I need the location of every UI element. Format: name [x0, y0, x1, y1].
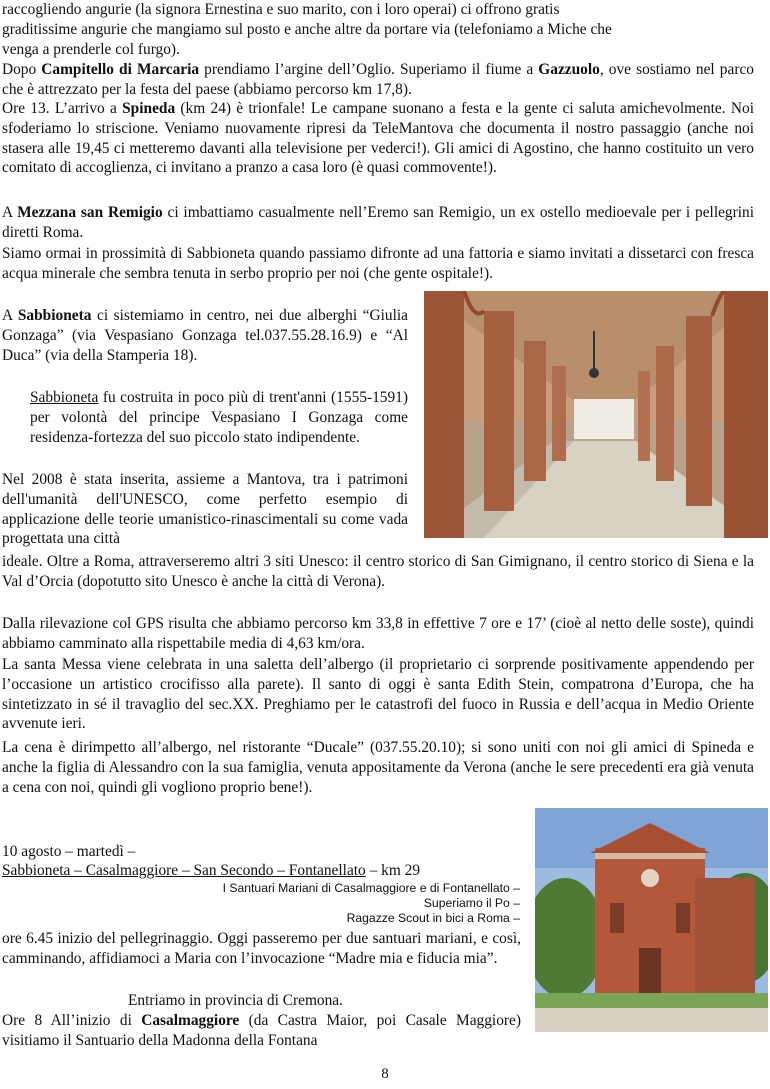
paragraph-ore8 — [2, 1011, 521, 1051]
paragraph-mezzana — [2, 203, 754, 243]
intro-line-1: raccogliendo angurie (la signora Ernestina e suo marito, con i loro operai) ci offrono gratis — [2, 1, 560, 18]
text-run: fu costruita in poco più di trent'anni (1555-1591) per volontà del principe Vespasiano I Gonzaga come residenza-fortezza del suo piccolo stato indipendente. — [30, 389, 408, 446]
sabbioneta-link-text: Sabbioneta — [30, 389, 99, 406]
day-subtitle-1: I Santuari Mariani di Casalmaggiore e di Fontanellato – — [222, 881, 520, 895]
day-route — [2, 861, 522, 881]
paragraph-siamo: Siamo ormai in prossimità di Sabbioneta quando passiamo difronte ad una fattoria e siamo invitati a dissetarci con fresca acqua minerale che sembra tenuta in serbo proprio per noi (che gente ospitale!). — [2, 245, 754, 282]
text-run: A — [2, 307, 18, 324]
text-run: (km 24) è trionfale! Le campane suonano a festa e la gente ci saluta amichevolmente. Noi sfoderiamo lo striscione. Veniamo nuovamente ripresi da TeleMantova che documenta il nostro passaggio (anche noi stasera alle 19,45 ci metteremo davanti alla televisione per vederci!). Gli amici di Agostino, che hanno costituito un vero comitato di accoglienza, ci invitano a pranzo a casa loro (è quasi commovente!). — [2, 100, 754, 177]
day-subtitle-2: Superiamo il Po – — [423, 896, 520, 910]
paragraph-unesco: Nel 2008 è stata inserita, assieme a Mantova, tra i patrimoni dell'umanità dell'UNESCO, come perfetto esempio di applicazione delle teorie umanistico-rinascimentali su come vada progettata una città — [2, 471, 408, 548]
place-casalmaggiore: Casalmaggiore — [141, 1012, 240, 1029]
paragraph-ore13 — [2, 99, 754, 178]
intro-line-2: graditissime angurie che mangiamo sul posto e anche altre da portare via (telefoniamo a Miche che — [2, 20, 612, 38]
place-mezzana: Mezzana san Remigio — [17, 204, 163, 221]
portico-photo — [424, 291, 768, 538]
text-run: ci sistemiamo in centro, nei due alberghi “Giulia Gonzaga” (via Vespasiano Gonzaga tel.037.55.28.16.9) e “Al Duca” (via della Stamperia 18). — [2, 307, 408, 364]
page-number: 8 — [381, 1066, 389, 1082]
route-title: Sabbioneta – Casalmaggiore – San Secondo – Fontanellato — [2, 862, 366, 879]
text-run: , ove sostiamo nel parco che è attrezzato per la festa del paese (abbiamo percorso km 17,8). — [2, 61, 754, 98]
day-date: 10 agosto – martedì – — [2, 843, 136, 860]
paragraph-cremona: Entriamo in provincia di Cremona. — [128, 992, 343, 1009]
place-sabbioneta: Sabbioneta — [17, 307, 92, 324]
paragraph-sabbioneta-history — [2, 388, 408, 447]
paragraph-cena: La cena è dirimpetto all’albergo, nel ristorante “Ducale” (037.55.20.10); si sono uniti con noi gli amici di Spineda e anche la figlia di Alessandro con la sua famiglia, venuta appositamente da Verona (anche le sere precedenti era già venuta a cena con noi, quindi gli vogliono proprio bene!). — [2, 739, 754, 796]
text-run: (da Castra Maior, poi Casale Maggiore) visitiamo il Santuario della Madonna della Fontana — [2, 1012, 521, 1049]
paragraph-gps: Dalla rilevazione col GPS risulta che abbiamo percorso km 33,8 in effettive 7 ore e 17’ (cioè al netto delle soste), quindi abbiamo camminato alla rispettabile media di 4,63 km/ora. — [2, 615, 754, 652]
paragraph-intro — [2, 0, 754, 59]
text-run: Dopo — [2, 61, 42, 78]
paragraph-sabbioneta-hotels — [2, 306, 408, 365]
route-km: – km 29 — [365, 862, 421, 879]
text-run: prendiamo l’argine dell’Oglio. Superiamo il fiume a — [199, 61, 539, 78]
text-run: A — [2, 204, 18, 221]
text-run: Ore 13. L’arrivo a — [2, 100, 123, 117]
place-gazzuolo: Gazzuolo — [538, 61, 600, 78]
place-spineda: Spineda — [122, 100, 176, 117]
text-run: Ore 8 All’inizio di — [2, 1012, 142, 1029]
church-photo — [535, 808, 768, 1032]
paragraph-messa: La santa Messa viene celebrata in una saletta dell’albergo (il proprietario ci sorprende positivamente appendendo per l’occasione un artistico crocifisso alla parete). Il santo di oggi è santa Edith Stein, compatrona d’Europa, che ha sintetizzato in sé il travaglio del sec.XX. Preghiamo per le catastrofi del fuoco in Russia e dell’acqua in Medio Oriente avvenute ieri. — [2, 656, 754, 733]
text-run: ci imbattiamo casualmente nell’Eremo san Remigio, un ex ostello medioevale per i pellegrini diretti Roma. — [2, 204, 754, 241]
day-subtitle-3: Ragazze Scout in bici a Roma – — [346, 911, 520, 925]
intro-line-3: venga a prenderle col furgo). — [2, 40, 180, 58]
paragraph-ore645: ore 6.45 inizio del pellegrinaggio. Oggi passeremo per due santuari mariani, e così, camminando, affidiamoci a Maria con l’invocazione “Madre mia e fiducia mia”. — [2, 930, 521, 967]
place-campitello: Campitello di Marcaria — [41, 61, 200, 78]
paragraph-dopo — [2, 60, 754, 100]
paragraph-ideale: ideale. Oltre a Roma, attraverseremo altri 3 siti Unesco: il centro storico di San Gimignano, il centro storico di Siena e la Val d’Orcia (dopotutto sito Unesco è anche la città di Verona). — [2, 553, 754, 590]
